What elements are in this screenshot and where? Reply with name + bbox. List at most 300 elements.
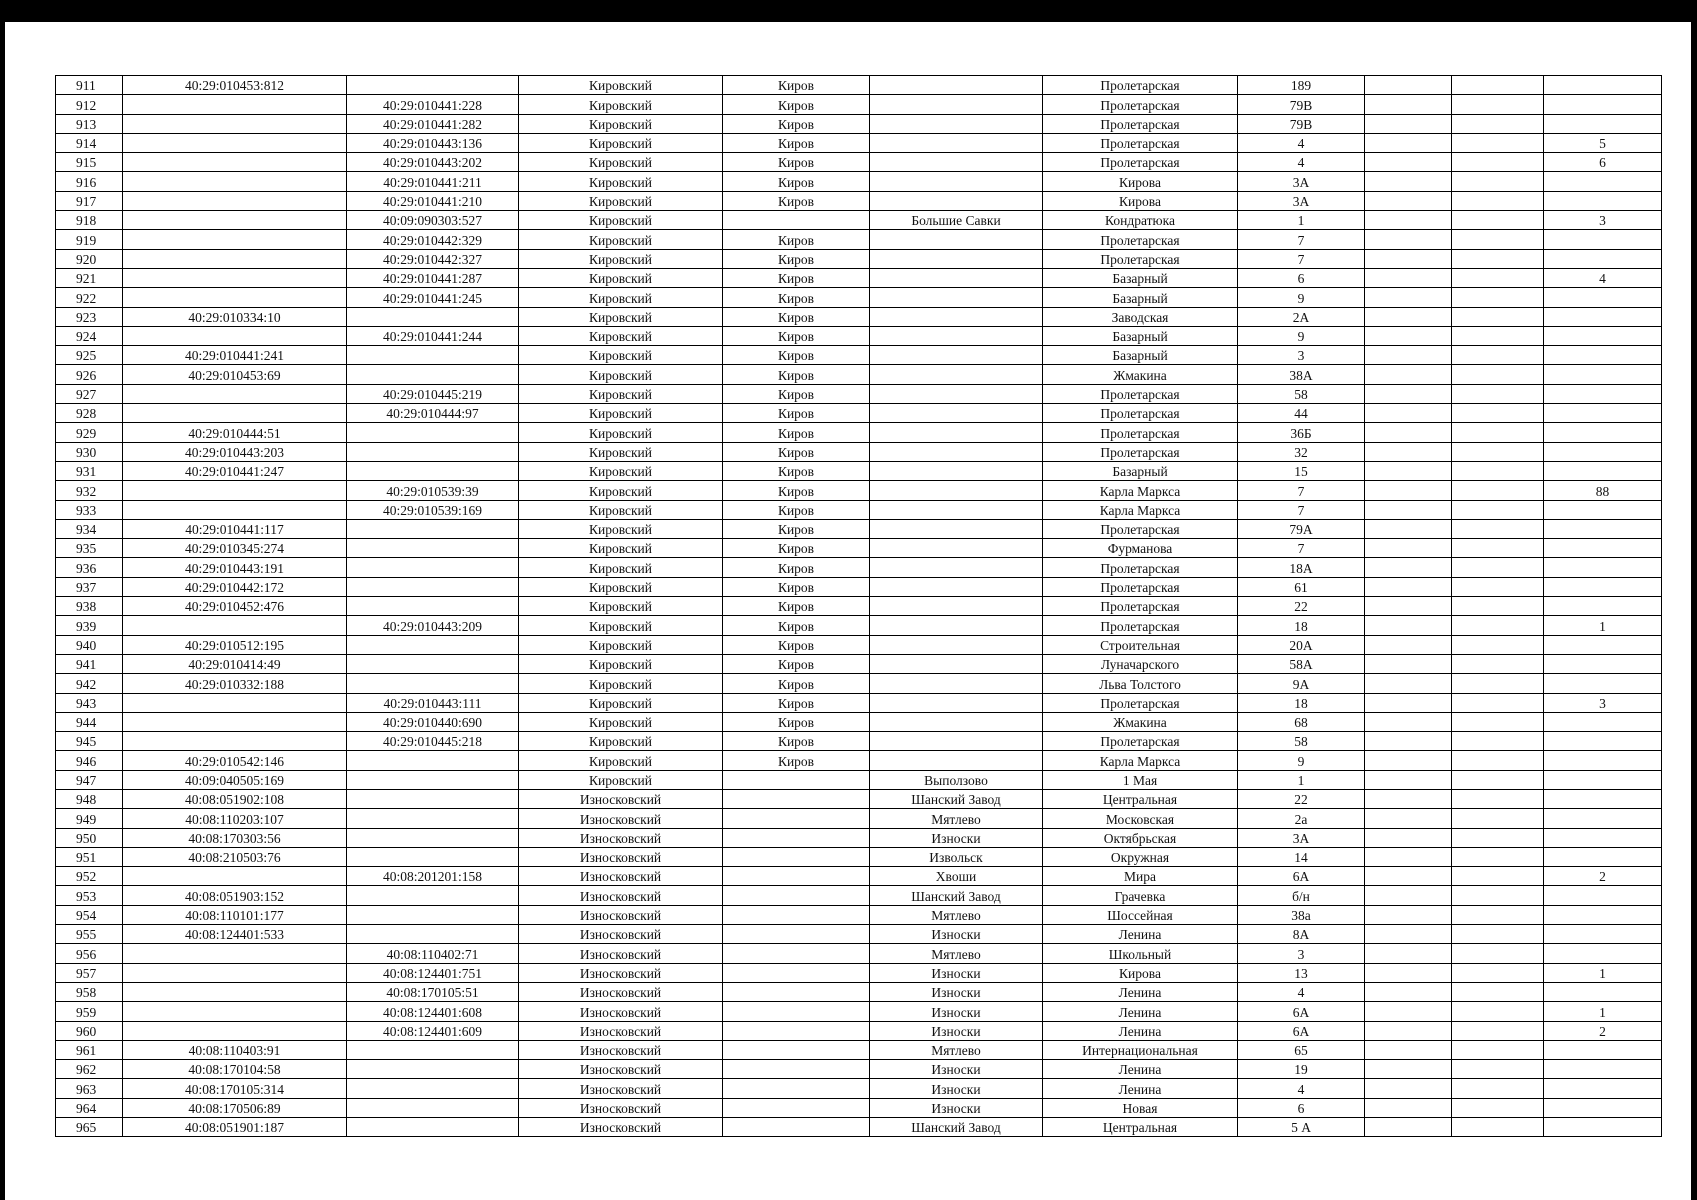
city-cell: Киров	[723, 693, 870, 712]
cadastral-number-cell	[123, 1002, 347, 1021]
cadastral-number-alt-cell: 40:29:010441:287	[347, 268, 519, 287]
row-number-cell: 921	[56, 268, 123, 287]
empty-cell	[1365, 828, 1452, 847]
city-cell: Киров	[723, 712, 870, 731]
empty-cell	[1365, 905, 1452, 924]
cadastral-number-alt-cell: 40:29:010444:97	[347, 404, 519, 423]
table-row	[56, 712, 1662, 731]
district-cell: Кировский	[519, 500, 723, 519]
settlement-cell	[870, 268, 1043, 287]
cadastral-number-cell: 40:08:210503:76	[123, 847, 347, 866]
settlement-cell	[870, 95, 1043, 114]
empty-cell	[1365, 230, 1452, 249]
cadastral-number-cell	[123, 153, 347, 172]
empty-cell	[1452, 925, 1544, 944]
house-number-cell: 3	[1238, 346, 1365, 365]
district-cell: Износковский	[519, 1002, 723, 1021]
cadastral-number-cell	[123, 616, 347, 635]
table-row	[56, 1040, 1662, 1059]
district-cell: Кировский	[519, 211, 723, 230]
district-cell: Кировский	[519, 558, 723, 577]
empty-cell	[1452, 1098, 1544, 1117]
district-cell: Износковский	[519, 847, 723, 866]
cadastral-number-alt-cell	[347, 442, 519, 461]
empty-cell	[1365, 1021, 1452, 1040]
cadastral-number-alt-cell	[347, 674, 519, 693]
table-row	[56, 191, 1662, 210]
house-number-cell: 18	[1238, 693, 1365, 712]
empty-cell	[1365, 404, 1452, 423]
house-number-cell: 44	[1238, 404, 1365, 423]
cadastral-number-cell: 40:08:051901:187	[123, 1118, 347, 1137]
empty-cell	[1365, 1060, 1452, 1079]
empty-cell	[1365, 809, 1452, 828]
apartment-number-cell	[1544, 751, 1662, 770]
empty-cell	[1365, 211, 1452, 230]
cadastral-number-alt-cell: 40:29:010445:219	[347, 384, 519, 403]
cadastral-number-alt-cell: 40:29:010440:690	[347, 712, 519, 731]
cadastral-number-cell: 40:29:010453:812	[123, 76, 347, 95]
row-number-cell: 938	[56, 597, 123, 616]
empty-cell	[1452, 867, 1544, 886]
city-cell: Киров	[723, 404, 870, 423]
city-cell: Киров	[723, 365, 870, 384]
house-number-cell: 6А	[1238, 1021, 1365, 1040]
empty-cell	[1365, 481, 1452, 500]
table-row	[56, 809, 1662, 828]
table-row	[56, 384, 1662, 403]
table-row	[56, 905, 1662, 924]
house-number-cell: 5 А	[1238, 1118, 1365, 1137]
city-cell: Киров	[723, 732, 870, 751]
empty-cell	[1452, 307, 1544, 326]
district-cell: Износковский	[519, 925, 723, 944]
cadastral-number-alt-cell: 40:29:010539:169	[347, 500, 519, 519]
city-cell: Киров	[723, 674, 870, 693]
row-number-cell: 936	[56, 558, 123, 577]
table-row	[56, 539, 1662, 558]
street-cell: Ленина	[1043, 982, 1238, 1001]
apartment-number-cell	[1544, 597, 1662, 616]
cadastral-number-alt-cell	[347, 886, 519, 905]
city-cell: Киров	[723, 288, 870, 307]
table-row	[56, 461, 1662, 480]
table-row	[56, 133, 1662, 152]
street-cell: Пролетарская	[1043, 693, 1238, 712]
row-number-cell: 925	[56, 346, 123, 365]
row-number-cell: 952	[56, 867, 123, 886]
table-row	[56, 693, 1662, 712]
city-cell: Киров	[723, 172, 870, 191]
settlement-cell	[870, 307, 1043, 326]
settlement-cell	[870, 346, 1043, 365]
district-cell: Кировский	[519, 481, 723, 500]
house-number-cell: 3	[1238, 944, 1365, 963]
settlement-cell	[870, 153, 1043, 172]
cadastral-number-cell: 40:29:010452:476	[123, 597, 347, 616]
settlement-cell: Износки	[870, 925, 1043, 944]
settlement-cell	[870, 500, 1043, 519]
settlement-cell	[870, 539, 1043, 558]
cadastral-number-alt-cell: 40:08:124401:609	[347, 1021, 519, 1040]
house-number-cell: 9	[1238, 326, 1365, 345]
settlement-cell	[870, 365, 1043, 384]
street-cell: Карла Маркса	[1043, 481, 1238, 500]
city-cell: Киров	[723, 519, 870, 538]
settlement-cell	[870, 133, 1043, 152]
house-number-cell: 7	[1238, 230, 1365, 249]
apartment-number-cell	[1544, 423, 1662, 442]
cadastral-number-alt-cell: 40:29:010442:329	[347, 230, 519, 249]
street-cell: Новая	[1043, 1098, 1238, 1117]
empty-cell	[1452, 133, 1544, 152]
row-number-cell: 959	[56, 1002, 123, 1021]
table-row	[56, 153, 1662, 172]
empty-cell	[1452, 732, 1544, 751]
district-cell: Кировский	[519, 539, 723, 558]
row-number-cell: 956	[56, 944, 123, 963]
cadastral-number-alt-cell: 40:29:010443:136	[347, 133, 519, 152]
district-cell: Кировский	[519, 326, 723, 345]
city-cell	[723, 944, 870, 963]
apartment-number-cell: 1	[1544, 616, 1662, 635]
empty-cell	[1452, 635, 1544, 654]
apartment-number-cell: 2	[1544, 1021, 1662, 1040]
district-cell: Кировский	[519, 172, 723, 191]
table-row	[56, 577, 1662, 596]
city-cell: Киров	[723, 461, 870, 480]
cadastral-number-alt-cell	[347, 809, 519, 828]
cadastral-number-alt-cell	[347, 751, 519, 770]
city-cell: Киров	[723, 153, 870, 172]
row-number-cell: 954	[56, 905, 123, 924]
empty-cell	[1452, 558, 1544, 577]
street-cell: Московская	[1043, 809, 1238, 828]
cadastral-number-alt-cell: 40:08:201201:158	[347, 867, 519, 886]
house-number-cell: 38А	[1238, 365, 1365, 384]
empty-cell	[1365, 693, 1452, 712]
empty-cell	[1452, 191, 1544, 210]
city-cell	[723, 1002, 870, 1021]
district-cell: Износковский	[519, 1021, 723, 1040]
row-number-cell: 916	[56, 172, 123, 191]
row-number-cell: 927	[56, 384, 123, 403]
cadastral-number-cell	[123, 963, 347, 982]
registry-table	[55, 75, 1662, 1137]
cadastral-number-cell: 40:08:170506:89	[123, 1098, 347, 1117]
cadastral-number-alt-cell	[347, 1098, 519, 1117]
district-cell: Кировский	[519, 153, 723, 172]
cadastral-number-alt-cell	[347, 847, 519, 866]
apartment-number-cell	[1544, 635, 1662, 654]
city-cell: Киров	[723, 307, 870, 326]
house-number-cell: 4	[1238, 1079, 1365, 1098]
apartment-number-cell	[1544, 442, 1662, 461]
cadastral-number-cell: 40:08:170303:56	[123, 828, 347, 847]
city-cell	[723, 963, 870, 982]
settlement-cell: Большие Савки	[870, 211, 1043, 230]
district-cell: Износковский	[519, 789, 723, 808]
empty-cell	[1452, 153, 1544, 172]
empty-cell	[1452, 539, 1544, 558]
empty-cell	[1365, 153, 1452, 172]
district-cell: Кировский	[519, 133, 723, 152]
cadastral-number-alt-cell	[347, 461, 519, 480]
city-cell: Киров	[723, 751, 870, 770]
house-number-cell: 6	[1238, 268, 1365, 287]
row-number-cell: 962	[56, 1060, 123, 1079]
table-row	[56, 635, 1662, 654]
empty-cell	[1452, 230, 1544, 249]
empty-cell	[1365, 558, 1452, 577]
apartment-number-cell: 5	[1544, 133, 1662, 152]
empty-cell	[1365, 963, 1452, 982]
street-cell: Пролетарская	[1043, 519, 1238, 538]
empty-cell	[1452, 442, 1544, 461]
settlement-cell	[870, 404, 1043, 423]
empty-cell	[1365, 519, 1452, 538]
settlement-cell	[870, 76, 1043, 95]
street-cell: Октябрьская	[1043, 828, 1238, 847]
street-cell: Карла Маркса	[1043, 751, 1238, 770]
cadastral-number-alt-cell	[347, 423, 519, 442]
district-cell: Кировский	[519, 519, 723, 538]
cadastral-number-cell	[123, 867, 347, 886]
table-row	[56, 828, 1662, 847]
cadastral-number-cell: 40:29:010444:51	[123, 423, 347, 442]
row-number-cell: 934	[56, 519, 123, 538]
cadastral-number-cell	[123, 211, 347, 230]
cadastral-number-cell	[123, 95, 347, 114]
district-cell: Износковский	[519, 963, 723, 982]
empty-cell	[1452, 76, 1544, 95]
city-cell: Киров	[723, 500, 870, 519]
cadastral-number-alt-cell: 40:08:110402:71	[347, 944, 519, 963]
street-cell: Фурманова	[1043, 539, 1238, 558]
table-row	[56, 76, 1662, 95]
apartment-number-cell	[1544, 558, 1662, 577]
empty-cell	[1452, 1021, 1544, 1040]
cadastral-number-cell	[123, 191, 347, 210]
empty-cell	[1365, 1079, 1452, 1098]
apartment-number-cell	[1544, 384, 1662, 403]
street-cell: Пролетарская	[1043, 153, 1238, 172]
district-cell: Износковский	[519, 1098, 723, 1117]
row-number-cell: 955	[56, 925, 123, 944]
scan-border-right	[1691, 0, 1697, 1200]
apartment-number-cell: 4	[1544, 268, 1662, 287]
district-cell: Кировский	[519, 751, 723, 770]
apartment-number-cell	[1544, 365, 1662, 384]
street-cell: Пролетарская	[1043, 442, 1238, 461]
apartment-number-cell	[1544, 539, 1662, 558]
apartment-number-cell	[1544, 847, 1662, 866]
row-number-cell: 964	[56, 1098, 123, 1117]
empty-cell	[1452, 519, 1544, 538]
row-number-cell: 958	[56, 982, 123, 1001]
settlement-cell: Износки	[870, 1021, 1043, 1040]
apartment-number-cell	[1544, 95, 1662, 114]
cadastral-number-cell	[123, 404, 347, 423]
apartment-number-cell: 1	[1544, 963, 1662, 982]
apartment-number-cell	[1544, 925, 1662, 944]
table-row	[56, 789, 1662, 808]
empty-cell	[1452, 384, 1544, 403]
cadastral-number-cell: 40:08:170104:58	[123, 1060, 347, 1079]
settlement-cell	[870, 461, 1043, 480]
street-cell: Базарный	[1043, 268, 1238, 287]
cadastral-number-alt-cell	[347, 654, 519, 673]
settlement-cell: Мятлево	[870, 809, 1043, 828]
empty-cell	[1452, 1002, 1544, 1021]
table-row	[56, 1060, 1662, 1079]
cadastral-number-cell: 40:29:010332:188	[123, 674, 347, 693]
empty-cell	[1452, 404, 1544, 423]
row-number-cell: 914	[56, 133, 123, 152]
row-number-cell: 941	[56, 654, 123, 673]
row-number-cell: 929	[56, 423, 123, 442]
city-cell	[723, 809, 870, 828]
street-cell: Центральная	[1043, 789, 1238, 808]
table-row	[56, 1021, 1662, 1040]
table-row	[56, 654, 1662, 673]
city-cell: Киров	[723, 95, 870, 114]
settlement-cell: Мятлево	[870, 1040, 1043, 1059]
cadastral-number-cell	[123, 326, 347, 345]
row-number-cell: 948	[56, 789, 123, 808]
apartment-number-cell	[1544, 712, 1662, 731]
city-cell	[723, 1079, 870, 1098]
empty-cell	[1452, 268, 1544, 287]
street-cell: Заводская	[1043, 307, 1238, 326]
street-cell: Пролетарская	[1043, 384, 1238, 403]
empty-cell	[1452, 172, 1544, 191]
cadastral-number-cell	[123, 114, 347, 133]
apartment-number-cell	[1544, 1079, 1662, 1098]
district-cell: Кировский	[519, 249, 723, 268]
row-number-cell: 924	[56, 326, 123, 345]
row-number-cell: 940	[56, 635, 123, 654]
street-cell: Жмакина	[1043, 365, 1238, 384]
row-number-cell: 913	[56, 114, 123, 133]
district-cell: Износковский	[519, 886, 723, 905]
district-cell: Износковский	[519, 944, 723, 963]
apartment-number-cell: 1	[1544, 1002, 1662, 1021]
cadastral-number-cell: 40:29:010414:49	[123, 654, 347, 673]
house-number-cell: 189	[1238, 76, 1365, 95]
cadastral-number-alt-cell: 40:08:124401:751	[347, 963, 519, 982]
house-number-cell: 58	[1238, 732, 1365, 751]
empty-cell	[1365, 654, 1452, 673]
empty-cell	[1365, 307, 1452, 326]
empty-cell	[1365, 789, 1452, 808]
district-cell: Кировский	[519, 114, 723, 133]
settlement-cell	[870, 249, 1043, 268]
cadastral-number-alt-cell	[347, 558, 519, 577]
apartment-number-cell	[1544, 1118, 1662, 1137]
street-cell: Базарный	[1043, 326, 1238, 345]
house-number-cell: 4	[1238, 133, 1365, 152]
empty-cell	[1365, 500, 1452, 519]
cadastral-number-cell: 40:29:010512:195	[123, 635, 347, 654]
street-cell: Пролетарская	[1043, 95, 1238, 114]
cadastral-number-alt-cell: 40:29:010442:327	[347, 249, 519, 268]
apartment-number-cell	[1544, 905, 1662, 924]
city-cell: Киров	[723, 230, 870, 249]
cadastral-number-alt-cell: 40:09:090303:527	[347, 211, 519, 230]
cadastral-number-cell: 40:29:010441:117	[123, 519, 347, 538]
street-cell: Ленина	[1043, 925, 1238, 944]
cadastral-number-cell: 40:29:010443:191	[123, 558, 347, 577]
cadastral-number-cell: 40:29:010442:172	[123, 577, 347, 596]
district-cell: Износковский	[519, 1079, 723, 1098]
house-number-cell: 3А	[1238, 191, 1365, 210]
apartment-number-cell	[1544, 886, 1662, 905]
cadastral-number-alt-cell	[347, 597, 519, 616]
table-row	[56, 847, 1662, 866]
apartment-number-cell: 3	[1544, 693, 1662, 712]
house-number-cell: 14	[1238, 847, 1365, 866]
empty-cell	[1365, 76, 1452, 95]
cadastral-number-alt-cell	[347, 1079, 519, 1098]
empty-cell	[1452, 114, 1544, 133]
cadastral-number-cell: 40:29:010453:69	[123, 365, 347, 384]
house-number-cell: 6А	[1238, 867, 1365, 886]
table-row	[56, 307, 1662, 326]
table-row	[56, 249, 1662, 268]
empty-cell	[1452, 982, 1544, 1001]
district-cell: Кировский	[519, 404, 723, 423]
table-row	[56, 519, 1662, 538]
house-number-cell: 9	[1238, 751, 1365, 770]
house-number-cell: 9А	[1238, 674, 1365, 693]
settlement-cell	[870, 481, 1043, 500]
cadastral-number-alt-cell	[347, 925, 519, 944]
house-number-cell: 2а	[1238, 809, 1365, 828]
apartment-number-cell	[1544, 674, 1662, 693]
apartment-number-cell	[1544, 654, 1662, 673]
row-number-cell: 944	[56, 712, 123, 731]
settlement-cell: Мятлево	[870, 944, 1043, 963]
settlement-cell	[870, 172, 1043, 191]
row-number-cell: 951	[56, 847, 123, 866]
district-cell: Кировский	[519, 712, 723, 731]
settlement-cell: Износки	[870, 982, 1043, 1001]
street-cell: Центральная	[1043, 1118, 1238, 1137]
row-number-cell: 920	[56, 249, 123, 268]
empty-cell	[1452, 712, 1544, 731]
house-number-cell: 2А	[1238, 307, 1365, 326]
table-row	[56, 404, 1662, 423]
district-cell: Кировский	[519, 346, 723, 365]
row-number-cell: 947	[56, 770, 123, 789]
street-cell: Ленина	[1043, 1079, 1238, 1098]
cadastral-number-cell	[123, 693, 347, 712]
city-cell	[723, 211, 870, 230]
empty-cell	[1365, 95, 1452, 114]
house-number-cell: 7	[1238, 249, 1365, 268]
row-number-cell: 933	[56, 500, 123, 519]
row-number-cell: 935	[56, 539, 123, 558]
district-cell: Кировский	[519, 365, 723, 384]
house-number-cell: 4	[1238, 153, 1365, 172]
row-number-cell: 937	[56, 577, 123, 596]
city-cell	[723, 886, 870, 905]
cadastral-number-alt-cell: 40:08:170105:51	[347, 982, 519, 1001]
city-cell: Киров	[723, 442, 870, 461]
cadastral-number-cell: 40:29:010441:247	[123, 461, 347, 480]
empty-cell	[1452, 423, 1544, 442]
